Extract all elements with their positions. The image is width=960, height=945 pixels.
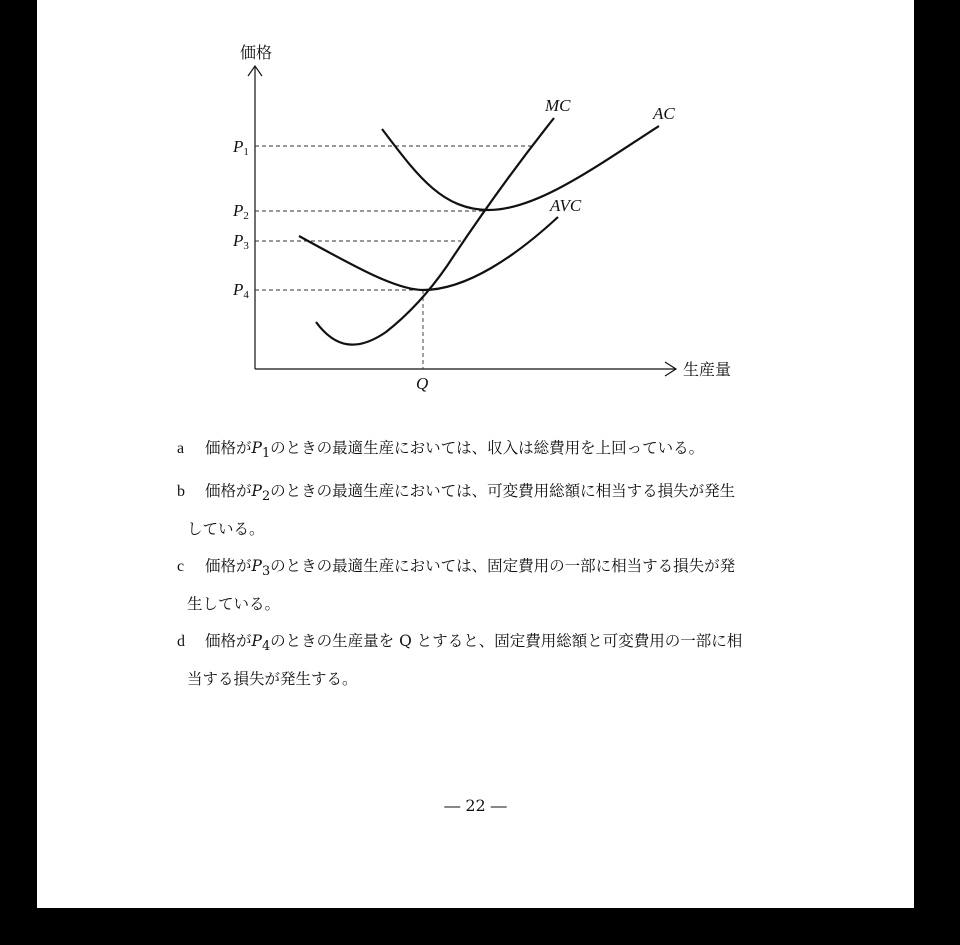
option-d-continuation: 当する損失が発生する。 bbox=[187, 670, 358, 689]
avc-curve-label: AVC bbox=[550, 196, 582, 215]
mc-curve-label: MC bbox=[545, 96, 571, 115]
avc-curve bbox=[299, 217, 558, 290]
option-letter: c bbox=[177, 558, 185, 576]
x-axis-label: 生産量 bbox=[683, 360, 732, 379]
option-b-continuation: している。 bbox=[187, 520, 265, 539]
option-letter: d bbox=[177, 633, 185, 651]
option-d: d 価格が$P_4$のときの生産量を Q とすると、固定費用総額と可変費用の一部に相 当する損失が発生する。 bbox=[177, 625, 817, 695]
q-label: Q bbox=[416, 374, 429, 393]
ac-curve-label: AC bbox=[653, 104, 675, 123]
option-c: c 価格が$P_3$のときの最適生産においては、固定費用の一部に相当する損失が発 生している。 bbox=[177, 550, 817, 620]
mc-curve bbox=[316, 118, 554, 345]
p3-label: P3 bbox=[233, 231, 249, 252]
answer-options bbox=[177, 432, 817, 700]
option-c-continuation: 生している。 bbox=[187, 595, 281, 614]
p4-label: P4 bbox=[233, 280, 249, 301]
option-b: b 価格が$P_2$のときの最適生産においては、可変費用総額に相当する損失が発生 している。 bbox=[177, 475, 817, 545]
p2-label: P2 bbox=[233, 201, 249, 222]
option-letter: b bbox=[177, 483, 185, 501]
y-axis-label: 価格 bbox=[240, 43, 273, 62]
option-a: a 価格が$P_1$のときの最適生産においては、収入は総費用を上回っている。 bbox=[177, 432, 817, 470]
cost-curve-chart bbox=[37, 0, 914, 400]
page-number: ― 22 ― bbox=[444, 796, 507, 815]
p1-label: P1 bbox=[233, 137, 249, 158]
document-page bbox=[37, 0, 914, 908]
ac-curve bbox=[382, 126, 659, 210]
option-letter: a bbox=[177, 440, 185, 457]
